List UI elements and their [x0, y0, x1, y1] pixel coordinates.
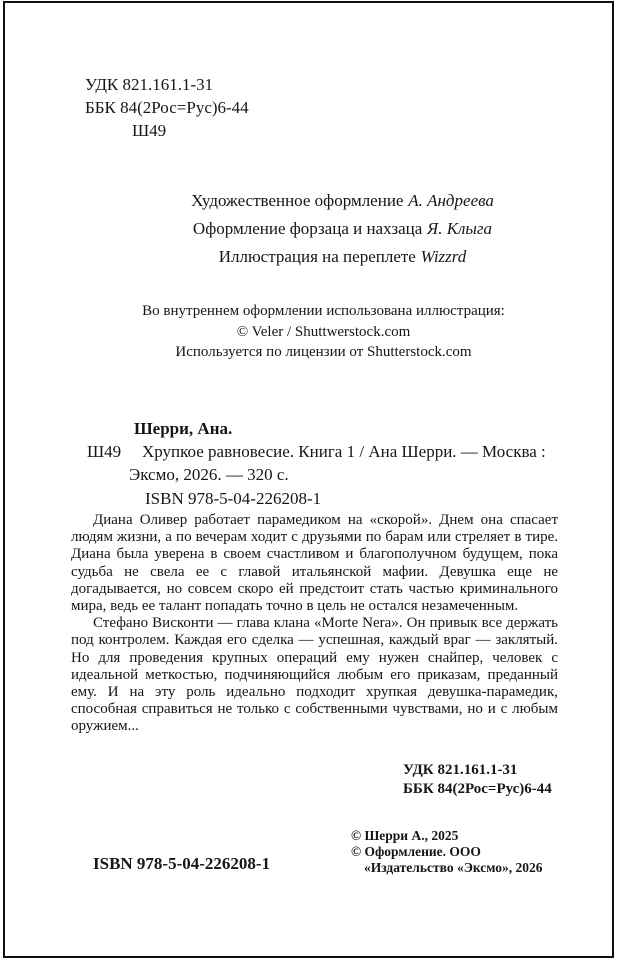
credit-person-name: А. Андреева — [408, 191, 494, 210]
udk-code-bottom: УДК 821.161.1-31 — [403, 762, 518, 778]
biblio-entry-line1: Хрупкое равновесие. Книга 1 / Ана Шерри. — Москва : — [142, 442, 546, 461]
credit-person-name: Wizzrd — [420, 247, 467, 266]
credit-line-cover-design — [73, 187, 612, 215]
udk-code: УДК 821.161.1-31 — [85, 75, 214, 94]
illustration-license-note — [35, 301, 612, 363]
copyright-author: © Шерри А., 2025 — [351, 828, 459, 843]
illustration-note-line2: © Veler / Shuttwerstock.com — [236, 323, 411, 340]
bottom-classification-codes — [403, 761, 552, 798]
credit-person-name: Я. Клыга — [427, 219, 493, 238]
bibliographic-record — [87, 417, 546, 510]
annotation-paragraph-1: Диана Оливер работает парамедиком на «скорой». Днем она спасает людям жизни, а по вечерам ходит с друзьями по барам или стреляет в тире. Диана была уверена в своем счастливом и благополучном будущем, пока судьба не свела ее с главой итальянской мафии. Девушка еще не догадывается, но совсем скоро ей предстоит стать частью криминального мира, ведь ее талант попадать точно в цель не остался незамеченным. — [71, 512, 558, 615]
isbn-bottom: ISBN 978-5-04-226208-1 — [93, 854, 271, 873]
bbk-code-bottom: ББК 84(2Рос=Рус)6-44 — [403, 780, 552, 797]
book-imprint-page — [3, 1, 614, 958]
copyright-block — [351, 828, 573, 877]
credit-label: Иллюстрация на переплете — [218, 247, 416, 266]
bbk-code: ББК 84(2Рос=Рус)6-44 — [85, 98, 249, 117]
biblio-author-sign: Ш49 — [87, 442, 122, 461]
copyright-publisher: © Оформление. ООО «Издательство «Эксмо», 2026 — [351, 844, 543, 876]
author-sign-code: Ш49 — [132, 121, 167, 140]
biblio-entry-line2: Эксмо, 2026. — 320 с. — [129, 465, 289, 484]
biblio-author: Шерри, Ана. — [134, 419, 233, 438]
top-classification-codes — [85, 73, 249, 142]
illustration-note-line3: Используется по лицензии от Shutterstock.com — [175, 344, 472, 360]
credit-line-cover-illustration — [73, 243, 612, 271]
annotation-paragraph-2: Стефано Висконти — глава клана «Morte Nera». Он привык все держать под контролем. Каждая его сделка — успешная, каждый враг — заклятый. Но для проведения крупных операций ему нужен снайпер, человек с идеальной меткостью, подчиняющийся любым его приказам, преданный ему. И на эту роль идеально подходит хрупкая девушка-парамедик, способная справиться не только с собственными чувствами, но и с любым оружием... — [71, 615, 558, 735]
credit-label: Оформление форзаца и нахзаца — [192, 219, 423, 238]
credit-label: Художественное оформление — [191, 191, 404, 210]
design-credits — [73, 187, 612, 271]
biblio-entry-row — [87, 440, 546, 463]
illustration-note-line1: Во внутреннем оформлении использована иллюстрация: — [142, 303, 505, 319]
biblio-isbn: ISBN 978-5-04-226208-1 — [145, 489, 322, 508]
book-annotation — [71, 512, 558, 736]
credit-line-endpaper-design — [73, 215, 612, 243]
